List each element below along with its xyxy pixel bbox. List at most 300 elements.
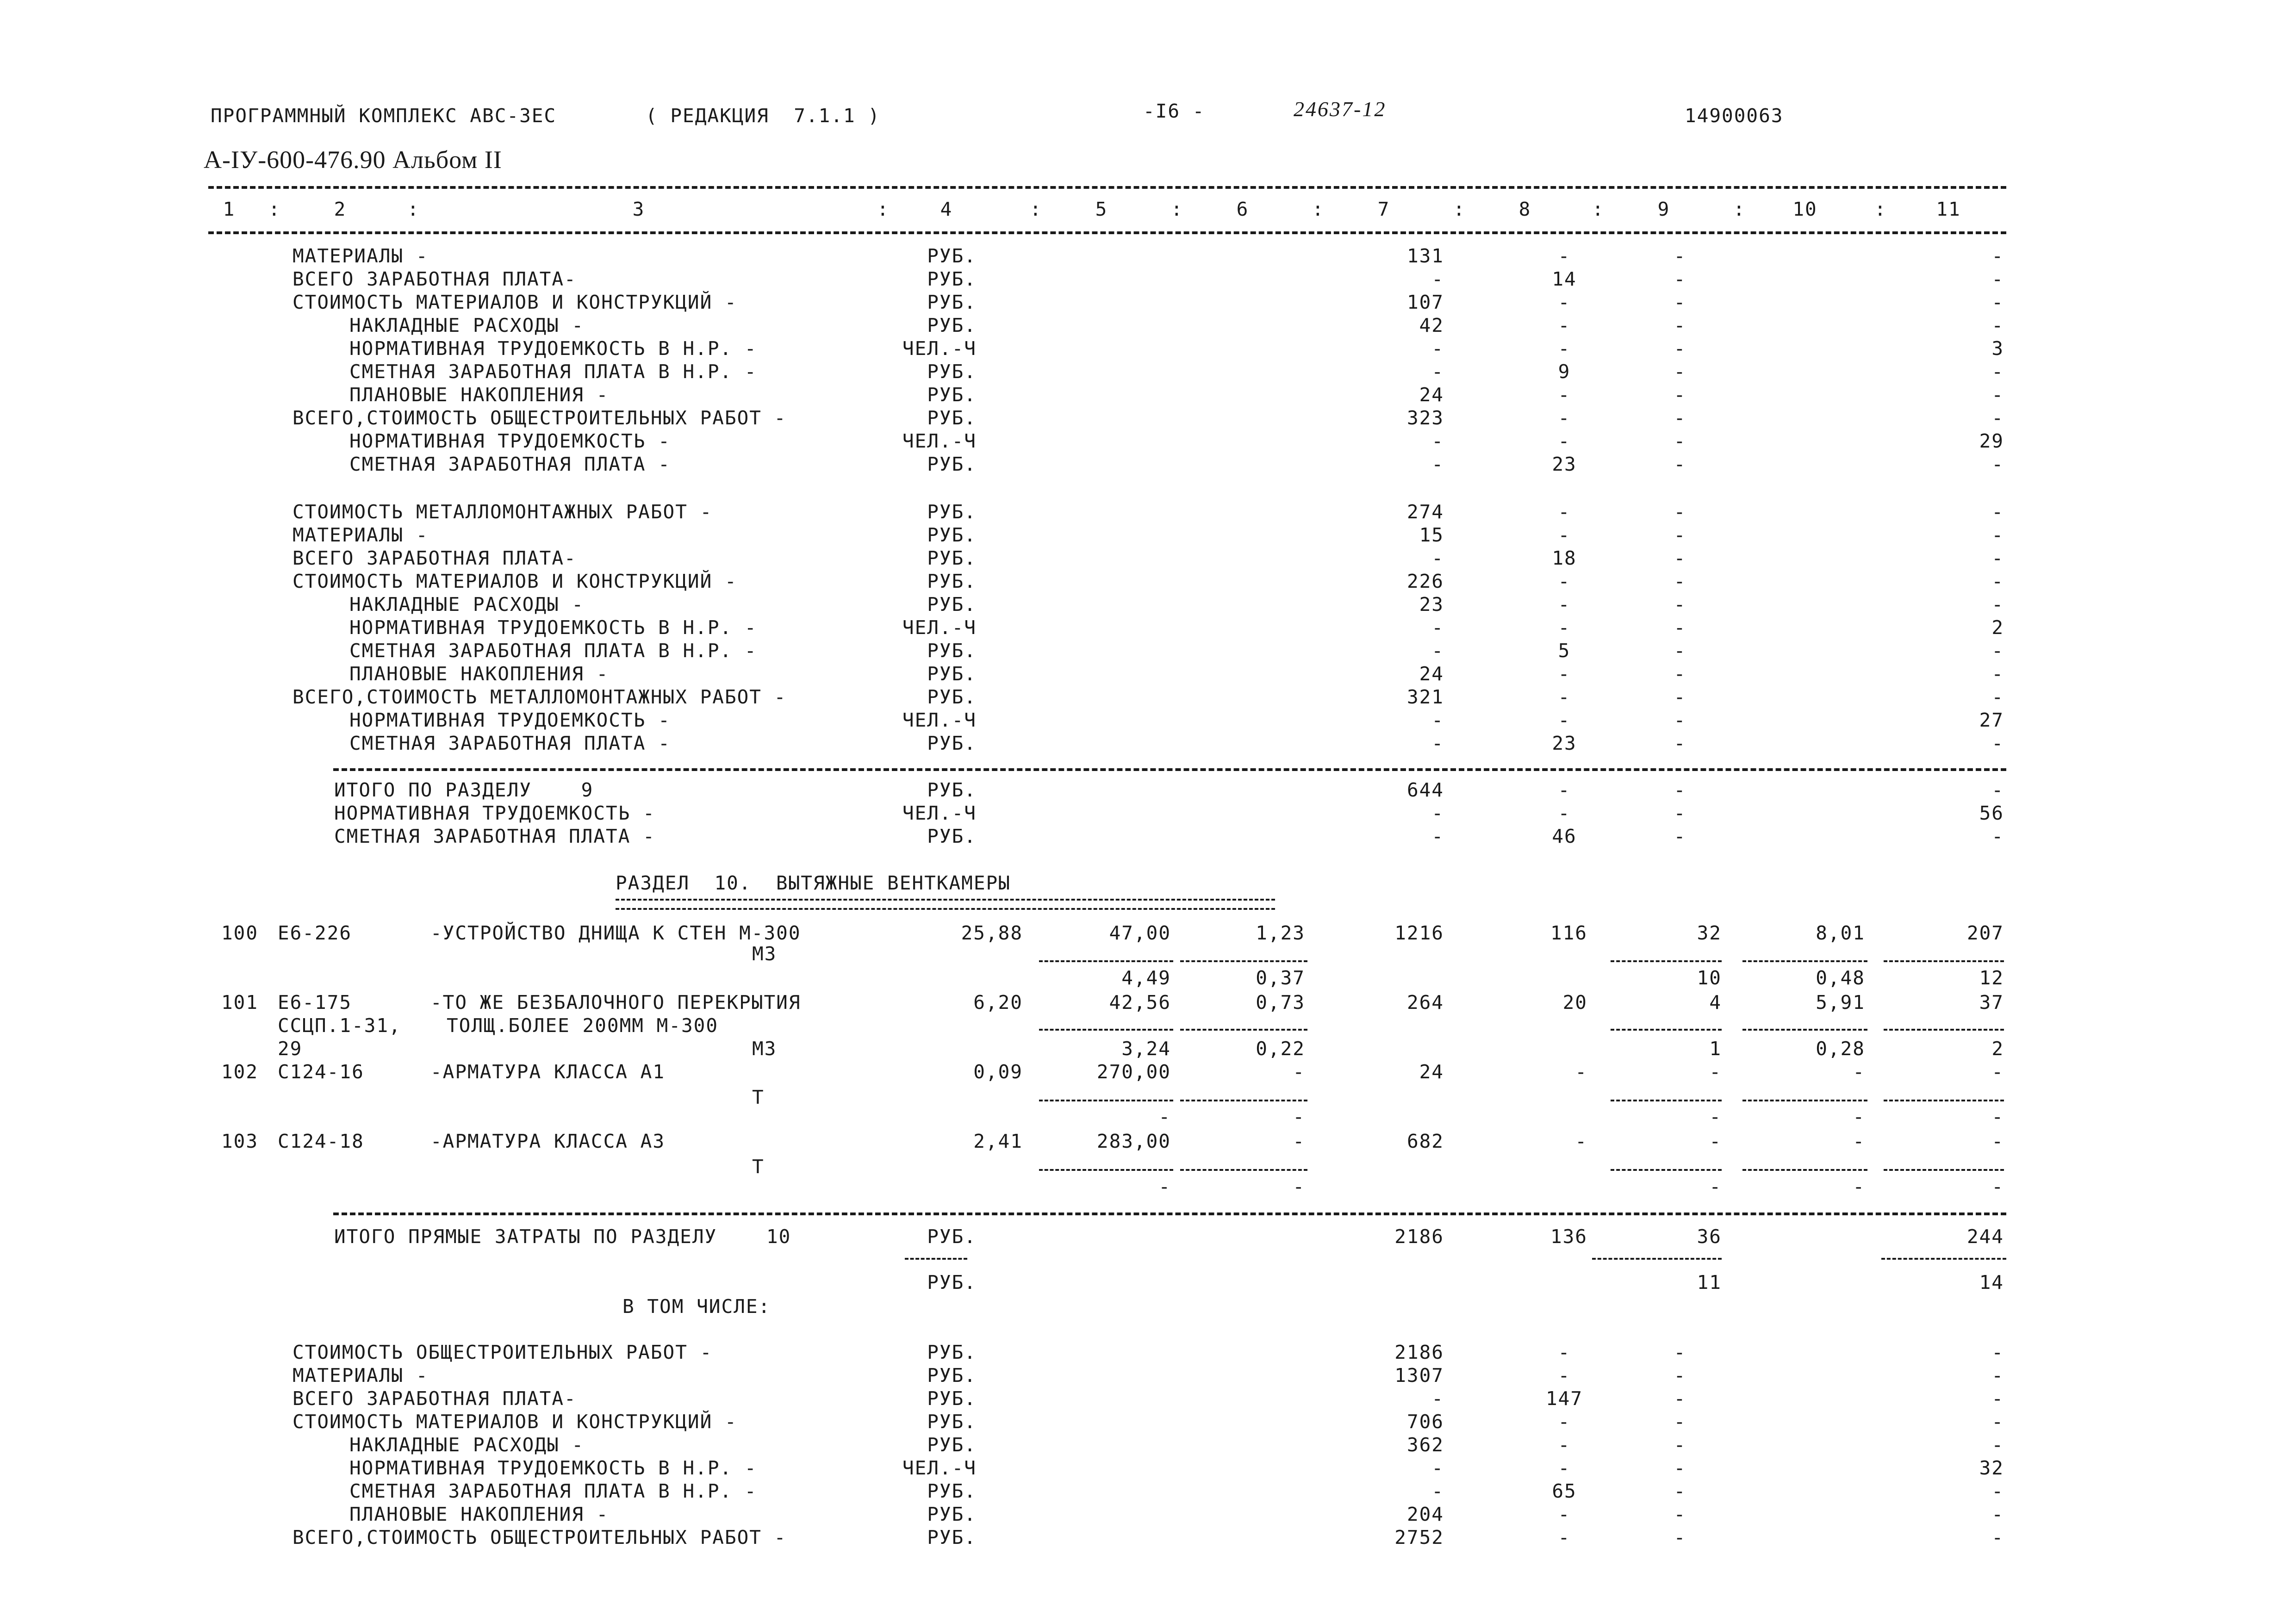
cell-col9: - <box>1674 430 1686 452</box>
cell-col11: - <box>1991 314 2004 336</box>
cell-col8: 9 <box>1558 361 1571 383</box>
item-col10: - <box>1853 1130 1865 1152</box>
item-unit: М3 <box>752 943 777 965</box>
cell-col9: - <box>1674 1480 1686 1502</box>
cell-col8: 23 <box>1552 453 1577 475</box>
column-header-11: 11 <box>1936 198 1961 220</box>
cell-col11: - <box>1991 640 2004 662</box>
row-label: ПЛАНОВЫЕ НАКОПЛЕНИЯ - <box>349 663 609 685</box>
cell-col11: - <box>1991 1387 2004 1410</box>
row-label: НАКЛАДНЫЕ РАСХОДЫ - <box>349 314 584 336</box>
handwritten-number: 24637-12 <box>1294 97 1387 121</box>
subtotal-rule <box>1180 960 1307 962</box>
row-label: ВСЕГО ЗАРАБОТНАЯ ПЛАТА- <box>292 268 577 290</box>
item-col10-sub: 0,28 <box>1816 1038 1865 1060</box>
row-unit: РУБ. <box>927 1526 977 1548</box>
cell-col7: 362 <box>1406 1434 1444 1456</box>
column-header-6: 6 <box>1236 198 1249 220</box>
cell-col8: - <box>1558 570 1571 592</box>
row-unit: РУБ. <box>927 1480 977 1502</box>
table-top-rule <box>208 186 2006 189</box>
row-unit: РУБ. <box>927 1364 977 1387</box>
row-unit: РУБ. <box>927 501 977 523</box>
row-unit: РУБ. <box>927 570 977 592</box>
section-total-unit-sub: РУБ. <box>927 1271 977 1293</box>
section9-rule <box>333 768 2006 771</box>
item-number: 100 <box>221 922 259 944</box>
subtotal-rule <box>1611 1100 1722 1101</box>
cell-col11: - <box>1991 291 2004 313</box>
column-header-4: 4 <box>940 198 953 220</box>
cell-col11: - <box>1991 1480 2004 1502</box>
cell-col9: - <box>1674 779 1686 801</box>
cell-col7: 274 <box>1406 501 1444 523</box>
section-total-col9: 36 <box>1697 1225 1722 1248</box>
subtotal-rule <box>1742 1100 1867 1101</box>
section-total-col7: 2186 <box>1394 1225 1444 1248</box>
column-separator: : <box>1171 198 1183 220</box>
cell-col7: - <box>1431 802 1444 824</box>
row-label: СТОИМОСТЬ МАТЕРИАЛОВ И КОНСТРУКЦИЙ - <box>292 291 737 313</box>
edition: ( РЕДАКЦИЯ 7.1.1 ) <box>646 105 880 127</box>
cell-col11: - <box>1991 268 2004 290</box>
subtotal-rule <box>1611 1169 1722 1171</box>
cell-col9: - <box>1674 640 1686 662</box>
cell-col8: - <box>1558 779 1571 801</box>
row-label: СМЕТНАЯ ЗАРАБОТНАЯ ПЛАТА - <box>349 453 671 475</box>
row-label: ПЛАНОВЫЕ НАКОПЛЕНИЯ - <box>349 1503 609 1525</box>
item-col5: 47,00 <box>1109 922 1171 944</box>
cell-col11: - <box>1991 384 2004 406</box>
cell-col7: - <box>1431 361 1444 383</box>
item-col9-sub: 10 <box>1697 967 1722 989</box>
item-col10: 5,91 <box>1816 991 1865 1014</box>
row-label: НОРМАТИВНАЯ ТРУДОЕМКОСТЬ В Н.Р. - <box>349 616 757 639</box>
column-separator: : <box>877 198 890 220</box>
item-col9: 4 <box>1709 991 1722 1014</box>
item-col6-sub: - <box>1293 1175 1305 1198</box>
cell-col7: 107 <box>1406 291 1444 313</box>
row-unit: РУБ. <box>927 1503 977 1525</box>
column-header-1: 1 <box>223 198 236 220</box>
item-col8: - <box>1575 1130 1587 1152</box>
column-header-8: 8 <box>1518 198 1531 220</box>
cell-col11: - <box>1991 501 2004 523</box>
column-header-7: 7 <box>1377 198 1390 220</box>
row-unit: РУБ. <box>927 593 977 616</box>
item-code: С124-18 <box>278 1130 364 1152</box>
cell-col8: - <box>1558 245 1571 267</box>
cell-col7: - <box>1431 709 1444 731</box>
row-unit: РУБ. <box>927 1434 977 1456</box>
cell-col11: - <box>1991 570 2004 592</box>
cell-col9: - <box>1674 314 1686 336</box>
item-col8: - <box>1575 1061 1587 1083</box>
item-number: 101 <box>221 991 259 1014</box>
cell-col11: - <box>1991 453 2004 475</box>
column-header-2: 2 <box>334 198 347 220</box>
subtotal-rule <box>1592 1258 1722 1260</box>
cell-col9: - <box>1674 1364 1686 1387</box>
item-col6: 1,23 <box>1256 922 1305 944</box>
cell-col9: - <box>1674 686 1686 708</box>
row-label: СМЕТНАЯ ЗАРАБОТНАЯ ПЛАТА - <box>334 825 655 847</box>
item-col11-sub: 12 <box>1979 967 2004 989</box>
item-col5-sub: 4,49 <box>1121 967 1171 989</box>
cell-col7: 24 <box>1419 663 1444 685</box>
cell-col8: - <box>1558 501 1571 523</box>
subtotal-rule <box>1039 1100 1173 1101</box>
cell-col9: - <box>1674 825 1686 847</box>
item-description: -АРМАТУРА КЛАССА А3 <box>430 1130 665 1152</box>
subtotal-rule <box>1884 1100 2004 1101</box>
cell-col9: - <box>1674 361 1686 383</box>
item-code: Е6-226 <box>278 922 352 944</box>
cell-col7: 226 <box>1406 570 1444 592</box>
cell-col11: - <box>1991 524 2004 546</box>
cell-col11: - <box>1991 593 2004 616</box>
cell-col8: - <box>1558 314 1571 336</box>
item-quantity: 6,20 <box>973 991 1023 1014</box>
row-label: ИТОГО ПО РАЗДЕЛУ 9 <box>334 779 594 801</box>
cell-col9: - <box>1674 802 1686 824</box>
subtotal-rule <box>1742 960 1867 962</box>
column-separator: : <box>1312 198 1325 220</box>
cell-col9: - <box>1674 1434 1686 1456</box>
cell-col9: - <box>1674 407 1686 429</box>
row-unit: ЧЕЛ.-Ч <box>902 709 977 731</box>
cell-col9: - <box>1674 663 1686 685</box>
row-unit: РУБ. <box>927 825 977 847</box>
cell-col8: - <box>1558 384 1571 406</box>
cell-col7: - <box>1431 453 1444 475</box>
cell-col11: - <box>1991 547 2004 569</box>
cell-col9: - <box>1674 291 1686 313</box>
cell-col8: - <box>1558 1434 1571 1456</box>
row-label: ВСЕГО ЗАРАБОТНАЯ ПЛАТА- <box>292 547 577 569</box>
item-col5-sub: - <box>1158 1175 1171 1198</box>
subtotal-rule <box>1180 1100 1307 1101</box>
row-label: НОРМАТИВНАЯ ТРУДОЕМКОСТЬ В Н.Р. - <box>349 1457 757 1479</box>
subtotal-rule <box>1039 1169 1173 1171</box>
item-col6: 0,73 <box>1256 991 1305 1014</box>
subtotal-rule <box>1180 1029 1307 1031</box>
column-separator: : <box>1030 198 1042 220</box>
cell-col9: - <box>1674 268 1686 290</box>
cell-col7: - <box>1431 825 1444 847</box>
column-header-3: 3 <box>632 198 645 220</box>
row-unit: ЧЕЛ.-Ч <box>902 337 977 360</box>
cell-col8: - <box>1558 1526 1571 1548</box>
including-heading: В ТОМ ЧИСЛЕ: <box>622 1295 771 1318</box>
item-col10-sub: - <box>1853 1175 1865 1198</box>
cell-col7: - <box>1431 337 1444 360</box>
item-col10: - <box>1853 1061 1865 1083</box>
item-description: -ТО ЖЕ БЕЗБАЛОЧНОГО ПЕРЕКРЫТИЯ <box>430 991 801 1014</box>
section-total-label: ИТОГО ПРЯМЫЕ ЗАТРАТЫ ПО РАЗДЕЛУ 10 <box>334 1225 791 1248</box>
item-col10: 8,01 <box>1816 922 1865 944</box>
cell-col7: - <box>1431 547 1444 569</box>
item-col11-sub: - <box>1991 1106 2004 1128</box>
section-total-unit: РУБ. <box>927 1225 977 1248</box>
row-unit: РУБ. <box>927 732 977 754</box>
row-unit: РУБ. <box>927 291 977 313</box>
cell-col8: - <box>1558 407 1571 429</box>
item-col8: 20 <box>1562 991 1587 1014</box>
row-unit: РУБ. <box>927 268 977 290</box>
item-description-cont: ТОЛЩ.БОЛЕЕ 200ММ М-300 <box>447 1014 719 1037</box>
cell-col7: 24 <box>1419 384 1444 406</box>
row-unit: РУБ. <box>927 547 977 569</box>
cell-col9: - <box>1674 616 1686 639</box>
subtotal-rule <box>1742 1029 1867 1031</box>
item-code-ref: ССЦП.1-31, <box>278 1014 401 1037</box>
cell-col8: - <box>1558 1341 1571 1363</box>
row-unit: РУБ. <box>927 407 977 429</box>
cell-col8: - <box>1558 291 1571 313</box>
item-col9: - <box>1709 1130 1722 1152</box>
item-number: 103 <box>221 1130 259 1152</box>
item-col9: 32 <box>1697 922 1722 944</box>
cell-col7: 2186 <box>1394 1341 1444 1363</box>
item-quantity: 0,09 <box>973 1061 1023 1083</box>
cell-col7: 42 <box>1419 314 1444 336</box>
cell-col9: - <box>1674 593 1686 616</box>
subtotal-rule <box>1742 1169 1867 1171</box>
row-unit: РУБ. <box>927 524 977 546</box>
cell-col8: - <box>1558 616 1571 639</box>
row-unit: РУБ. <box>927 453 977 475</box>
item-description: -АРМАТУРА КЛАССА А1 <box>430 1061 665 1083</box>
item-code: Е6-175 <box>278 991 352 1014</box>
album-title: А-IУ-600-476.90 Альбом II <box>204 146 502 174</box>
cell-col7: 323 <box>1406 407 1444 429</box>
cell-col7: - <box>1431 430 1444 452</box>
cell-col8: - <box>1558 1364 1571 1387</box>
cell-col7: 321 <box>1406 686 1444 708</box>
cell-col11: - <box>1991 1434 2004 1456</box>
cell-col7: 644 <box>1406 779 1444 801</box>
cell-col8: 14 <box>1552 268 1577 290</box>
item-col9-sub: 1 <box>1709 1038 1722 1060</box>
cell-col8: - <box>1558 686 1571 708</box>
cell-col11: - <box>1991 663 2004 685</box>
item-col11-sub: - <box>1991 1175 2004 1198</box>
cell-col9: - <box>1674 453 1686 475</box>
cell-col7: 131 <box>1406 245 1444 267</box>
item-col5: 42,56 <box>1109 991 1171 1014</box>
cell-col7: - <box>1431 1387 1444 1410</box>
item-unit: М3 <box>752 1038 777 1060</box>
cell-col7: 1307 <box>1394 1364 1444 1387</box>
subtotal-rule <box>1884 1029 2004 1031</box>
row-unit: ЧЕЛ.-Ч <box>902 616 977 639</box>
cell-col7: - <box>1431 1480 1444 1502</box>
cell-col8: 18 <box>1552 547 1577 569</box>
cell-col11: 2 <box>1991 616 2004 639</box>
document-code: 14900063 <box>1685 105 1784 127</box>
item-col6-sub: 0,22 <box>1256 1038 1305 1060</box>
cell-col11: 56 <box>1979 802 2004 824</box>
cell-col7: - <box>1431 1457 1444 1479</box>
row-unit: РУБ. <box>927 384 977 406</box>
column-separator: : <box>1874 198 1887 220</box>
cell-col9: - <box>1674 337 1686 360</box>
item-col9-sub: - <box>1709 1175 1722 1198</box>
column-separator: : <box>1453 198 1466 220</box>
section-total-col9-sub: 11 <box>1697 1271 1722 1293</box>
row-unit: РУБ. <box>927 779 977 801</box>
cell-col9: - <box>1674 384 1686 406</box>
subtotal-rule <box>1180 1169 1307 1171</box>
cell-col8: - <box>1558 663 1571 685</box>
section-title-underline <box>616 899 1275 910</box>
cell-col9: - <box>1674 501 1686 523</box>
cell-col8: - <box>1558 593 1571 616</box>
cell-col11: 27 <box>1979 709 2004 731</box>
row-label: ПЛАНОВЫЕ НАКОПЛЕНИЯ - <box>349 384 609 406</box>
cell-col8: - <box>1558 337 1571 360</box>
cell-col7: - <box>1431 616 1444 639</box>
cell-col11: - <box>1991 1364 2004 1387</box>
row-label: СТОИМОСТЬ МЕТАЛЛОМОНТАЖНЫХ РАБОТ - <box>292 501 713 523</box>
column-separator: : <box>268 198 281 220</box>
cell-col11: - <box>1991 825 2004 847</box>
item-col7: 682 <box>1406 1130 1444 1152</box>
cell-col8: 5 <box>1558 640 1571 662</box>
item-col5: 283,00 <box>1096 1130 1171 1152</box>
cell-col8: - <box>1558 1503 1571 1525</box>
row-label: НОРМАТИВНАЯ ТРУДОЕМКОСТЬ - <box>334 802 655 824</box>
cell-col11: - <box>1991 1526 2004 1548</box>
cell-col7: - <box>1431 732 1444 754</box>
item-unit: Т <box>752 1086 765 1108</box>
cell-col11: - <box>1991 732 2004 754</box>
row-label: НОРМАТИВНАЯ ТРУДОЕМКОСТЬ В Н.Р. - <box>349 337 757 360</box>
column-separator: : <box>1592 198 1605 220</box>
cell-col11: - <box>1991 1411 2004 1433</box>
item-col6: - <box>1293 1061 1305 1083</box>
row-unit: РУБ. <box>927 686 977 708</box>
cell-col7: 706 <box>1406 1411 1444 1433</box>
item-col7: 264 <box>1406 991 1444 1014</box>
item-col5-sub: - <box>1158 1106 1171 1128</box>
row-label: СТОИМОСТЬ МАТЕРИАЛОВ И КОНСТРУКЦИЙ - <box>292 1411 737 1433</box>
item-quantity: 2,41 <box>973 1130 1023 1152</box>
row-label: МАТЕРИАЛЫ - <box>292 245 429 267</box>
column-header-10: 10 <box>1792 198 1817 220</box>
item-col10-sub: 0,48 <box>1816 967 1865 989</box>
subtotal-rule <box>1611 960 1722 962</box>
row-label: НАКЛАДНЫЕ РАСХОДЫ - <box>349 1434 584 1456</box>
subtotal-rule <box>1884 1169 2004 1171</box>
item-description: -УСТРОЙСТВО ДНИЩА К СТЕН М-300 <box>430 922 801 944</box>
program-name: ПРОГРАММНЫЙ КОМПЛЕКС АВС-3ЕС <box>211 105 557 127</box>
row-label: НОРМАТИВНАЯ ТРУДОЕМКОСТЬ - <box>349 709 671 731</box>
cell-col11: 3 <box>1991 337 2004 360</box>
item-col9: - <box>1709 1061 1722 1083</box>
cell-col11: - <box>1991 245 2004 267</box>
row-unit: ЧЕЛ.-Ч <box>902 1457 977 1479</box>
page-number: -I6 - <box>1143 100 1205 122</box>
row-label: СТОИМОСТЬ ОБЩЕСТРОИТЕЛЬНЫХ РАБОТ - <box>292 1341 713 1363</box>
row-unit: РУБ. <box>927 361 977 383</box>
item-col10-sub: - <box>1853 1106 1865 1128</box>
row-label: ВСЕГО ЗАРАБОТНАЯ ПЛАТА- <box>292 1387 577 1410</box>
cell-col7: 204 <box>1406 1503 1444 1525</box>
item-col9-sub: - <box>1709 1106 1722 1128</box>
cell-col8: - <box>1558 802 1571 824</box>
cell-col9: - <box>1674 547 1686 569</box>
cell-col11: - <box>1991 1503 2004 1525</box>
row-label: НАКЛАДНЫЕ РАСХОДЫ - <box>349 593 584 616</box>
row-unit: ЧЕЛ.-Ч <box>902 802 977 824</box>
column-header-9: 9 <box>1657 198 1670 220</box>
section10-rule <box>333 1213 2006 1215</box>
item-col7: 1216 <box>1394 922 1444 944</box>
cell-col8: 23 <box>1552 732 1577 754</box>
item-quantity: 25,88 <box>961 922 1023 944</box>
cell-col9: - <box>1674 1411 1686 1433</box>
row-label: НОРМАТИВНАЯ ТРУДОЕМКОСТЬ - <box>349 430 671 452</box>
item-col6-sub: 0,37 <box>1256 967 1305 989</box>
column-separator: : <box>1733 198 1746 220</box>
cell-col11: - <box>1991 779 2004 801</box>
cell-col8: 46 <box>1552 825 1577 847</box>
item-col8: 116 <box>1550 922 1587 944</box>
item-code: С124-16 <box>278 1061 364 1083</box>
row-label: СТОИМОСТЬ МАТЕРИАЛОВ И КОНСТРУКЦИЙ - <box>292 570 737 592</box>
cell-col11: - <box>1991 361 2004 383</box>
cell-col9: - <box>1674 1526 1686 1548</box>
item-number: 102 <box>221 1061 259 1083</box>
item-code-ref: 29 <box>278 1038 303 1060</box>
cell-col7: 2752 <box>1394 1526 1444 1548</box>
cell-col9: - <box>1674 1457 1686 1479</box>
row-unit: РУБ. <box>927 1341 977 1363</box>
cell-col11: - <box>1991 407 2004 429</box>
row-unit: РУБ. <box>927 663 977 685</box>
section-total-col11: 244 <box>1966 1225 2004 1248</box>
row-unit: ЧЕЛ.-Ч <box>902 430 977 452</box>
row-label: СМЕТНАЯ ЗАРАБОТНАЯ ПЛАТА В Н.Р. - <box>349 640 757 662</box>
section-total-col8: 136 <box>1550 1225 1587 1248</box>
row-label: СМЕТНАЯ ЗАРАБОТНАЯ ПЛАТА - <box>349 732 671 754</box>
subtotal-rule <box>1039 1029 1173 1031</box>
cell-col8: 65 <box>1552 1480 1577 1502</box>
column-separator: : <box>407 198 420 220</box>
row-unit: РУБ. <box>927 1387 977 1410</box>
row-label: ВСЕГО,СТОИМОСТЬ ОБЩЕСТРОИТЕЛЬНЫХ РАБОТ - <box>292 1526 787 1548</box>
cell-col8: - <box>1558 709 1571 731</box>
row-label: МАТЕРИАЛЫ - <box>292 524 429 546</box>
cell-col11: 32 <box>1979 1457 2004 1479</box>
row-unit: РУБ. <box>927 640 977 662</box>
row-label: ВСЕГО,СТОИМОСТЬ МЕТАЛЛОМОНТАЖНЫХ РАБОТ - <box>292 686 787 708</box>
row-label: СМЕТНАЯ ЗАРАБОТНАЯ ПЛАТА В Н.Р. - <box>349 361 757 383</box>
item-col6: - <box>1293 1130 1305 1152</box>
section-total-col11-sub: 14 <box>1979 1271 2004 1293</box>
item-col11: 207 <box>1966 922 2004 944</box>
row-label: ВСЕГО,СТОИМОСТЬ ОБЩЕСТРОИТЕЛЬНЫХ РАБОТ - <box>292 407 787 429</box>
item-col5-sub: 3,24 <box>1121 1038 1171 1060</box>
item-col11: 37 <box>1979 991 2004 1014</box>
cell-col11: - <box>1991 686 2004 708</box>
cell-col9: - <box>1674 732 1686 754</box>
item-col5: 270,00 <box>1096 1061 1171 1083</box>
subtotal-rule <box>1881 1258 2006 1260</box>
cell-col7: 23 <box>1419 593 1444 616</box>
